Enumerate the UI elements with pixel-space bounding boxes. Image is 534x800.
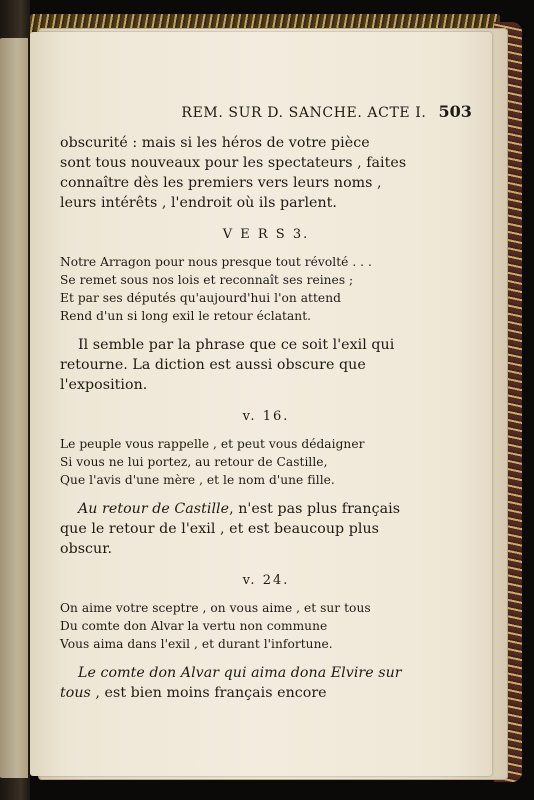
intro-line: sont tous nouveaux pour les spectateurs , faites <box>60 155 407 171</box>
verse-line: Si vous ne lui portez, au retour de Castille, <box>60 455 328 469</box>
intro-line: obscurité : mais si les héros de votre pièce <box>60 135 370 151</box>
verse-line: Et par ses députés qu'aujourd'hui l'on attend <box>60 291 341 305</box>
page-content <box>60 94 472 734</box>
verse-block-16 <box>60 435 472 489</box>
italic-quote: Au retour de Castille <box>78 501 230 517</box>
commentary-line <box>60 683 472 703</box>
verse-line: Se remet sous nos lois et reconnaît ses reines ; <box>60 273 354 287</box>
commentary-line: obscur. <box>60 541 113 557</box>
verse-heading-16: v. 16. <box>242 409 290 424</box>
commentary-line: retourne. La diction est aussi obscure que <box>60 357 366 373</box>
verse-line: Que l'avis d'une mère , et le nom d'une fille. <box>60 473 335 487</box>
commentary-line: l'exposition. <box>60 377 148 393</box>
verse-line: Rend d'un si long exil le retour éclatant. <box>60 309 312 323</box>
commentary-3 <box>60 335 472 395</box>
verse-block-3 <box>60 253 472 325</box>
commentary-line: Il semble par la phrase que ce soit l'exil qui <box>78 337 395 353</box>
intro-paragraph <box>60 133 472 213</box>
commentary-text: , est bien moins français encore <box>90 685 327 701</box>
verse-line: On aime votre sceptre , on vous aime , et sur tous <box>60 601 371 615</box>
page-header <box>60 102 472 123</box>
verse-line: Du comte don Alvar la vertu non commune <box>60 619 328 633</box>
verse-heading-3: V E R S 3. <box>222 227 310 242</box>
commentary-24 <box>60 663 472 703</box>
verse-line: Notre Arragon pour nous presque tout révolté . . . <box>60 255 372 269</box>
commentary-line: que le retour de l'exil , et est beaucoup plus <box>60 521 379 537</box>
commentary-line <box>60 499 472 519</box>
page-number: 503 <box>438 102 472 121</box>
verse-line: Vous aima dans l'exil , et durant l'infortune. <box>60 637 333 651</box>
running-head: REM. SUR D. SANCHE. ACTE I. <box>181 105 427 121</box>
verse-heading-24: v. 24. <box>242 573 290 588</box>
verse-line: Le peuple vous rappelle , et peut vous dédaigner <box>60 437 365 451</box>
intro-line: connaître dès les premiers vers leurs noms , <box>60 175 382 191</box>
italic-word: tous <box>60 685 91 701</box>
verse-block-24 <box>60 599 472 653</box>
intro-line: leurs intérêts , l'endroit où ils parlent. <box>60 195 337 211</box>
left-page-edge <box>0 38 28 778</box>
commentary-16 <box>60 499 472 559</box>
commentary-text: , n'est pas plus français <box>229 501 401 517</box>
commentary-italic-line: Le comte don Alvar qui aima dona Elvire sur <box>78 665 402 681</box>
